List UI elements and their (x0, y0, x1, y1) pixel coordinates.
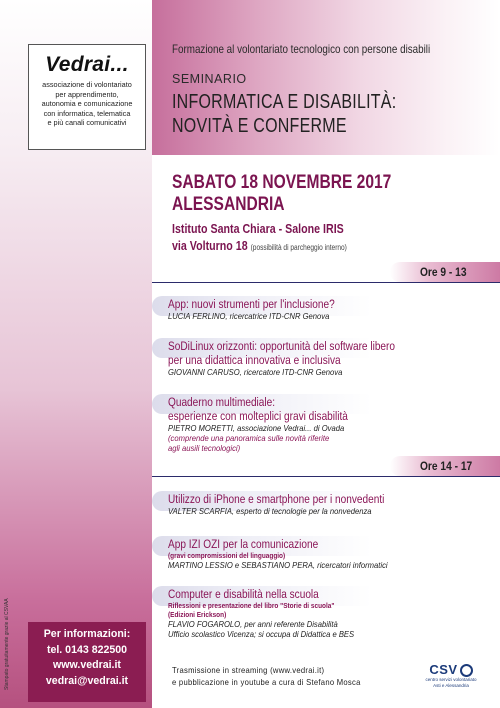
divider-morning (152, 282, 500, 283)
info-heading: Per informazioni: (43, 628, 131, 640)
vedrai-logo-box (28, 44, 146, 150)
print-note: Stampato gratuitamente grazie al CSVAA (4, 598, 10, 690)
talk-6 (168, 587, 488, 639)
csv-mark: CSV (429, 662, 458, 677)
parking-note: (possibilità di parcheggio interno) (250, 243, 347, 252)
talk-5 (168, 537, 488, 570)
talk-subtitle: Riflessioni e presentazione del libro "Storie di scuola" (168, 601, 335, 610)
seminar-kind: SEMINARIO (172, 72, 247, 86)
logo-description: associazione di volontariato per apprendimento, autonomia e comunicazione con informatica, telematica e più canali comunicativi (41, 80, 133, 128)
talk-speaker: GIOVANNI CARUSO, ricercatore ITD-CNR Genova (168, 367, 343, 377)
talk-subtitle: (Edizioni Erickson) (168, 610, 227, 619)
talk-speaker: FLAVIO FOGAROLO, per anni referente Disabilità (168, 619, 338, 629)
info-email[interactable]: vedrai@vedrai.it (45, 674, 129, 687)
talk-2 (168, 339, 488, 377)
session-tab-morning: Ore 9 - 13 (390, 262, 500, 282)
session-tab-afternoon: Ore 14 - 17 (390, 456, 500, 476)
talk-1 (168, 297, 488, 321)
talk-speaker: PIETRO MORETTI, associazione Vedrai... di Ovada (168, 423, 345, 433)
talk-speaker: MARTINO LESSIO e SEBASTIANO PERA, ricercatori informatici (168, 560, 388, 570)
event-date: SABATO 18 NOVEMBRE 2017 ALESSANDRIA (172, 172, 392, 215)
seminar-title: INFORMATICA E DISABILITÀ: NOVITÀ E CONFERME (172, 91, 397, 137)
talk-title: esperienze con molteplici gravi disabilità (168, 409, 348, 423)
talk-speaker: LUCIA FERLINO, ricercatrice ITD-CNR Genova (168, 311, 330, 321)
csv-ring-icon (460, 664, 473, 677)
logo-title: Vedrai... (45, 53, 129, 76)
info-phone[interactable]: tel. 0143 822500 (46, 643, 128, 656)
talk-title: SoDiLinux orizzonti: opportunità del software libero (168, 339, 396, 353)
talk-subtitle: (gravi compromissioni del linguaggio) (168, 551, 286, 560)
divider-afternoon (152, 476, 500, 477)
info-website[interactable]: www.vedrai.it (53, 659, 121, 671)
event-venue: Istituto Santa Chiara - Salone IRIS via Volturno 18 (possibilità di parcheggio interno) (172, 221, 347, 253)
talk-note: (comprende una panoramica sulle novità riferite (168, 433, 330, 443)
streaming-note: Trasmissione in streaming (www.vedrai.it) e pubblicazione in youtube a cura di Stefano Mosca (172, 665, 361, 687)
talk-4 (168, 492, 488, 516)
talk-3 (168, 395, 488, 453)
info-box (28, 622, 146, 702)
talk-title: App IZI OZI per la comunicazione (168, 537, 319, 551)
talk-title: per una didattica innovativa e inclusiva (168, 353, 341, 367)
intro-line: Formazione al volontariato tecnologico con persone disabili (172, 42, 431, 56)
talk-note: agli ausili tecnologici) (168, 443, 241, 453)
talk-speaker: Ufficio scolastico Vicenza; si occupa di Didattica e BES (168, 629, 355, 639)
talk-title: App: nuovi strumenti per l'inclusione? (168, 297, 335, 311)
talk-title: Computer e disabilità nella scuola (168, 587, 319, 601)
talk-speaker: VALTER SCARFIA, esperto di tecnologie per la nonvedenza (168, 506, 372, 516)
talk-title: Quaderno multimediale: (168, 395, 276, 409)
csv-logo: CSV centro servizi volontariato Asti e Alessandria (425, 662, 477, 688)
talk-title: Utilizzo di iPhone e smartphone per i nonvedenti (168, 492, 385, 506)
